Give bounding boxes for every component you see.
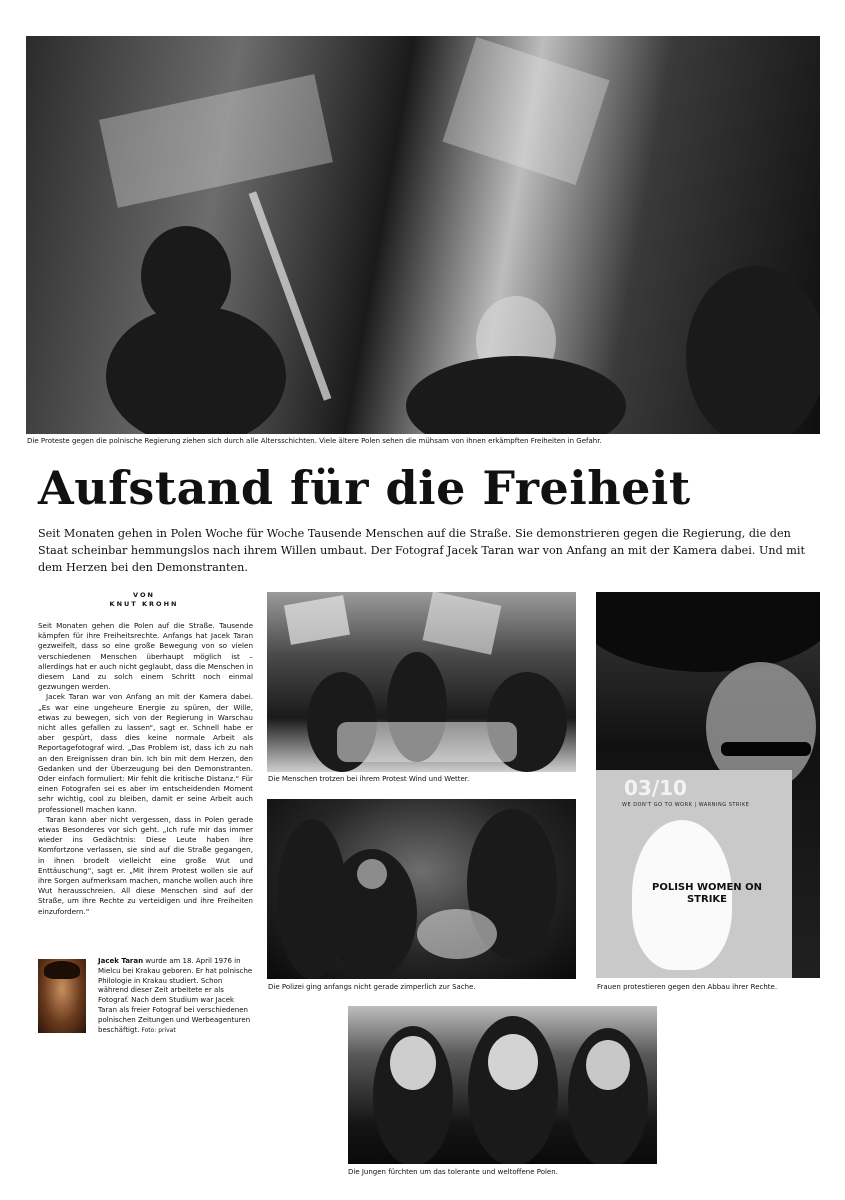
youth-photo [348,1006,657,1164]
article-headline: Aufstand für die Freiheit [38,461,691,515]
photographer-portrait [38,959,86,1033]
photographer-bio [98,957,254,1035]
sign-date: 03/10 [624,776,687,800]
hero-photo [26,36,820,434]
body-paragraph: Jacek Taran war von Anfang an mit der Kamera dabei. „Es war eine ungeheure Energie zu spüren, der Wille, etwas zu bewegen, sich von der Regierung in Warschau nicht alles gefallen zu lassen“, sagt er. Schnell habe er aber gespürt, dass dies keine normale Arbeit als Reportagefotograf wird. „Das Problem ist, dass ich zu nah an den Ereignissen dran bin. Ich bin mit dem Herzen, den Gedanken und der Überzeugung bei den Demonstranten. Oder einfach formuliert: Mir fehlt die kritische Distanz.“ Für einen Fotografen sei es aber im entscheidenden Moment sehr wichtig, cool zu bleiben, damit er seine Arbeit auch professionell machen kann. [38,692,253,814]
hero-caption: Die Proteste gegen die polnische Regierung ziehen sich durch alle Altersschichten. Viele ältere Polen sehen die mühsam von ihnen erkämpften Freiheiten in Gefahr. [27,437,602,445]
police-photo [267,799,576,979]
youth-caption: Die Jungen fürchten um das tolerante und weltoffene Polen. [348,1168,558,1176]
weather-photo [267,592,576,772]
byline [38,591,250,609]
body-paragraph: Taran kann aber nicht vergessen, dass in Polen gerade etwas Besonderes vor sich geht. „Ich rufe mir das immer wieder ins Gedächtnis: Diese Leute haben ihre Komfortzone verlassen, sie sind auf die Straße gegangen, in ihnen brodelt vielleicht eine große Wut und Enttäuschung“, sagt er. „Mit ihrem Protest wollen sie auf ihre Sorgen aufmerksam machen, manche wollen auch ihre Wut herausschreien. All diese Menschen sind auf der Straße, um ihre Rechte zu verteidigen und ihre Freiheiten einzufordern.“ [38,814,253,916]
sign-subtext: WE DON'T GO TO WORK | WARNING STRIKE [622,802,750,808]
body-paragraph: Seit Monaten gehen die Polen auf die Straße. Tausende kämpfen für ihre Freiheitsrechte. Anfangs hat Jacek Taran gezweifelt, dass so eine große Bewegung von so vielen verschiedenen Menschen überhaupt möglich ist – allerdings hat er auch nicht geglaubt, dass die Menschen in diesem Land zu solch einem Schritt noch einmal gezwungen werden. [38,621,253,692]
protest-sign [596,770,792,978]
police-caption: Die Polizei ging anfangs nicht gerade zimperlich zur Sache. [268,983,476,991]
article-lead: Seit Monaten gehen in Polen Woche für Woche Tausende Menschen auf die Straße. Sie demonstrieren gegen die Regierung, die den Staat scheinbar hemmungslos nach ihrem Willen umbaut. Der Fotograf Jacek Taran war von Anfang an mit der Kamera dabei. Und mit dem Herzen bei den Demonstranten. [38,527,805,574]
bio-credit: Foto: privat [139,1026,176,1034]
sign-slogan: POLISH WOMEN ON STRIKE [652,882,763,905]
byline-prefix: VON [133,591,155,599]
weather-caption: Die Menschen trotzen bei ihrem Protest Wind und Wetter. [268,775,470,783]
bio-text: wurde am 18. April 1976 in Mielcu bei Krakau geboren. Er hat polnische Philologie in Krakau studiert. Schon während dieser Zeit arbeitete er als Fotograf. Nach dem Studium war Jacek Taran als freier Fotograf bei verschiedenen polnischen Zeitungen und Werbeagenturen beschäftigt. [98,957,253,1034]
byline-author: KNUT KROHN [109,600,179,608]
article-body [38,621,253,917]
women-caption: Frauen protestieren gegen den Abbau ihrer Rechte. [597,983,778,991]
bio-name: Jacek Taran [98,957,144,965]
